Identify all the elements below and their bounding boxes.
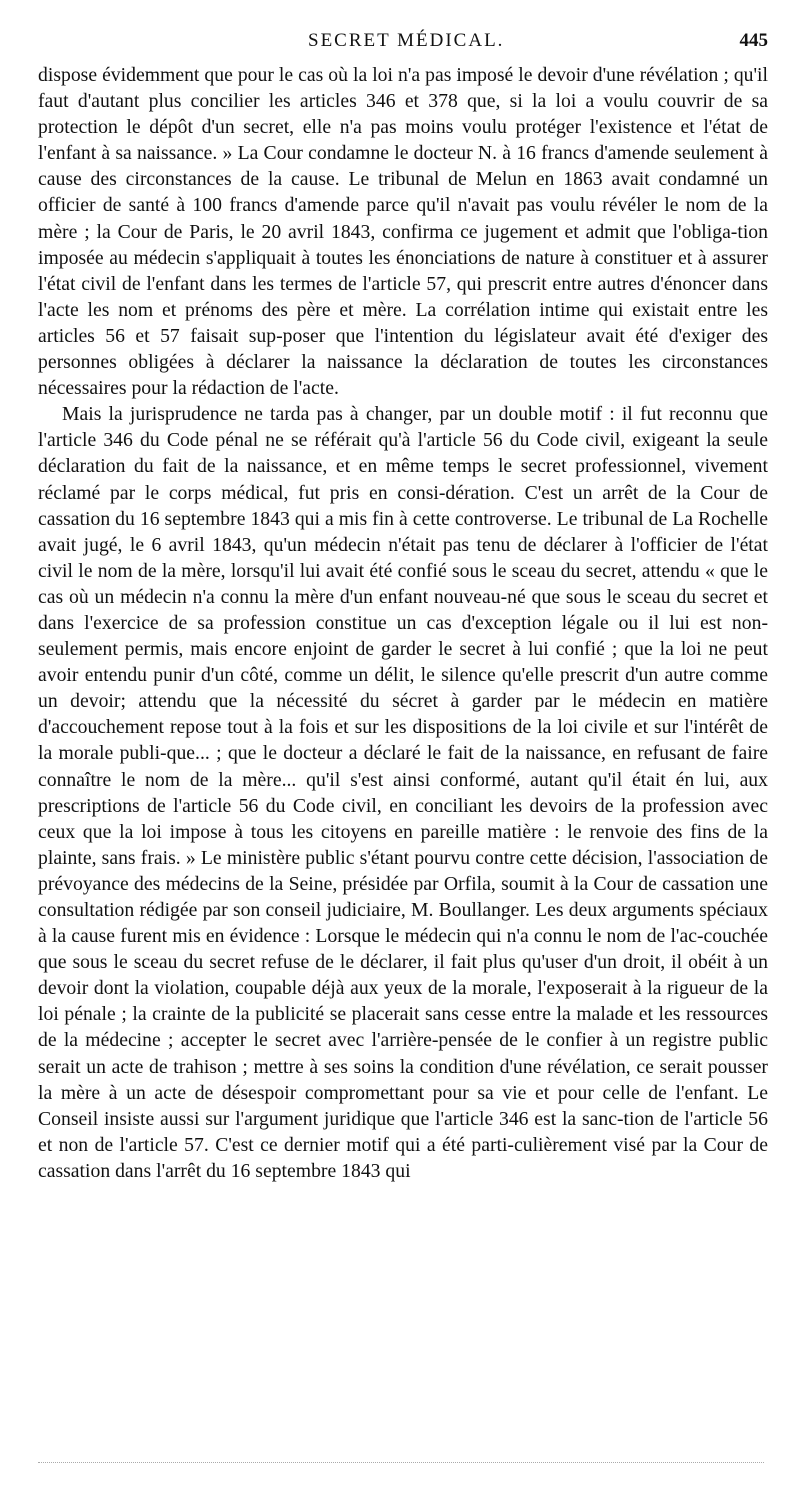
footer-divider (38, 1462, 764, 1463)
running-title: SECRET MÉDICAL. (308, 30, 505, 51)
body-text (38, 62, 768, 1184)
paragraph: Mais la jurisprudence ne tarda pas à changer, par un double motif : il fut reconnu que l'article 346 du Code pénal ne se référait qu'à l'article 56 du Code civil, exigeant la seule déclaration du fait de la naissance, et en même temps le secret professionnel, vivement réclamé par le corps médical, fut pris en consi-dération. C'est un arrêt de la Cour de cassation du 16 septembre 1843 qui a mis fin à cette controverse. Le tribunal de La Rochelle avait jugé, le 6 avril 1843, qu'un médecin n'était pas tenu de déclarer à l'officier de l'état civil le nom de la mère, lorsqu'il lui avait été confié sous le sceau du secret, attendu « que le cas où un médecin n'a connu la mère d'un enfant nouveau-né que sous le sceau du secret et dans l'exercice de sa profession constitue un cas d'exception légale ou il lui est non-seulement permis, mais encore enjoint de garder le secret à lui confié ; que la loi ne peut avoir entendu punir d'un côté, comme un délit, le silence qu'elle prescrit d'un autre comme un devoir; attendu que la nécessité du sécret à garder par le médecin en matière d'accouchement repose tout à la fois et sur les dispositions de la loi civile et sur l'intérêt de la morale publi-que... ; que le docteur a déclaré le fait de la naissance, en refusant de faire connaître le nom de la mère... qu'il s'est ainsi conformé, autant qu'il était én lui, aux prescriptions de l'article 56 du Code civil, en conciliant les devoirs de la profession avec ceux que la loi impose à tous les citoyens en pareille matière : le renvoie des fins de la plainte, sans frais. » Le ministère public s'étant pourvu contre cette décision, l'association de prévoyance des médecins de la Seine, présidée par Orfila, soumit à la Cour de cassation une consultation rédigée par son conseil judiciaire, M. Boullanger. Les deux arguments spéciaux à la cause furent mis en évidence : Lorsque le médecin qui n'a connu le nom de l'ac-couchée que sous le sceau du secret refuse de le déclarer, il fait plus qu'user d'un droit, il obéit à un devoir dont la violation, coupable déjà aux yeux de la morale, l'exposerait à la rigueur de la loi pénale ; la crainte de la publicité se placerait sans cesse entre la malade et les ressources de la médecine ; accepter le secret avec l'arrière-pensée de le confier à un registre public serait un acte de trahison ; mettre à ses soins la condition d'une révélation, ce serait pousser la mère à un acte de désespoir compromettant pour sa vie et pour celle de l'enfant. Le Conseil insiste aussi sur l'argument juridique que l'article 346 est la sanc-tion de l'article 56 et non de l'article 57. C'est ce dernier motif qui a été parti-culièrement visé par la Cour de cassation dans l'arrêt du 16 septembre 1843 qui (38, 403, 768, 1182)
page-header (0, 30, 800, 56)
paragraph-continued: dispose évidemment que pour le cas où la loi n'a pas imposé le devoir d'une révélation ; qu'il faut d'autant plus concilier les articles 346 et 378 que, si la loi a voulu couvrir de sa protection le dépôt d'un secret, elle n'a pas moins voulu protéger l'existence et l'état de l'enfant à sa naissance. » La Cour condamne le docteur N. à 16 francs d'amende seulement à cause des circonstances de la cause. Le tribunal de Melun en 1863 avait condamné un officier de santé à 100 francs d'amende parce qu'il n'avait pas voulu révéler le nom de la mère ; la Cour de Paris, le 20 avril 1843, confirma ce jugement et admit que l'obliga-tion imposée au médecin s'appliquait à toutes les énonciations de nature à constituer et à assurer l'état civil de l'enfant dans les termes de l'article 57, qui prescrit entre autres d'énoncer dans l'acte les nom et prénoms des père et mère. La corrélation intime qui existait entre les articles 56 et 57 faisait sup-poser que l'intention du législateur avait été d'exiger des personnes obligées à déclarer la naissance la déclaration de toutes les circonstances nécessaires pour la rédaction de l'acte. (38, 64, 768, 400)
page-number: 445 (739, 30, 768, 51)
